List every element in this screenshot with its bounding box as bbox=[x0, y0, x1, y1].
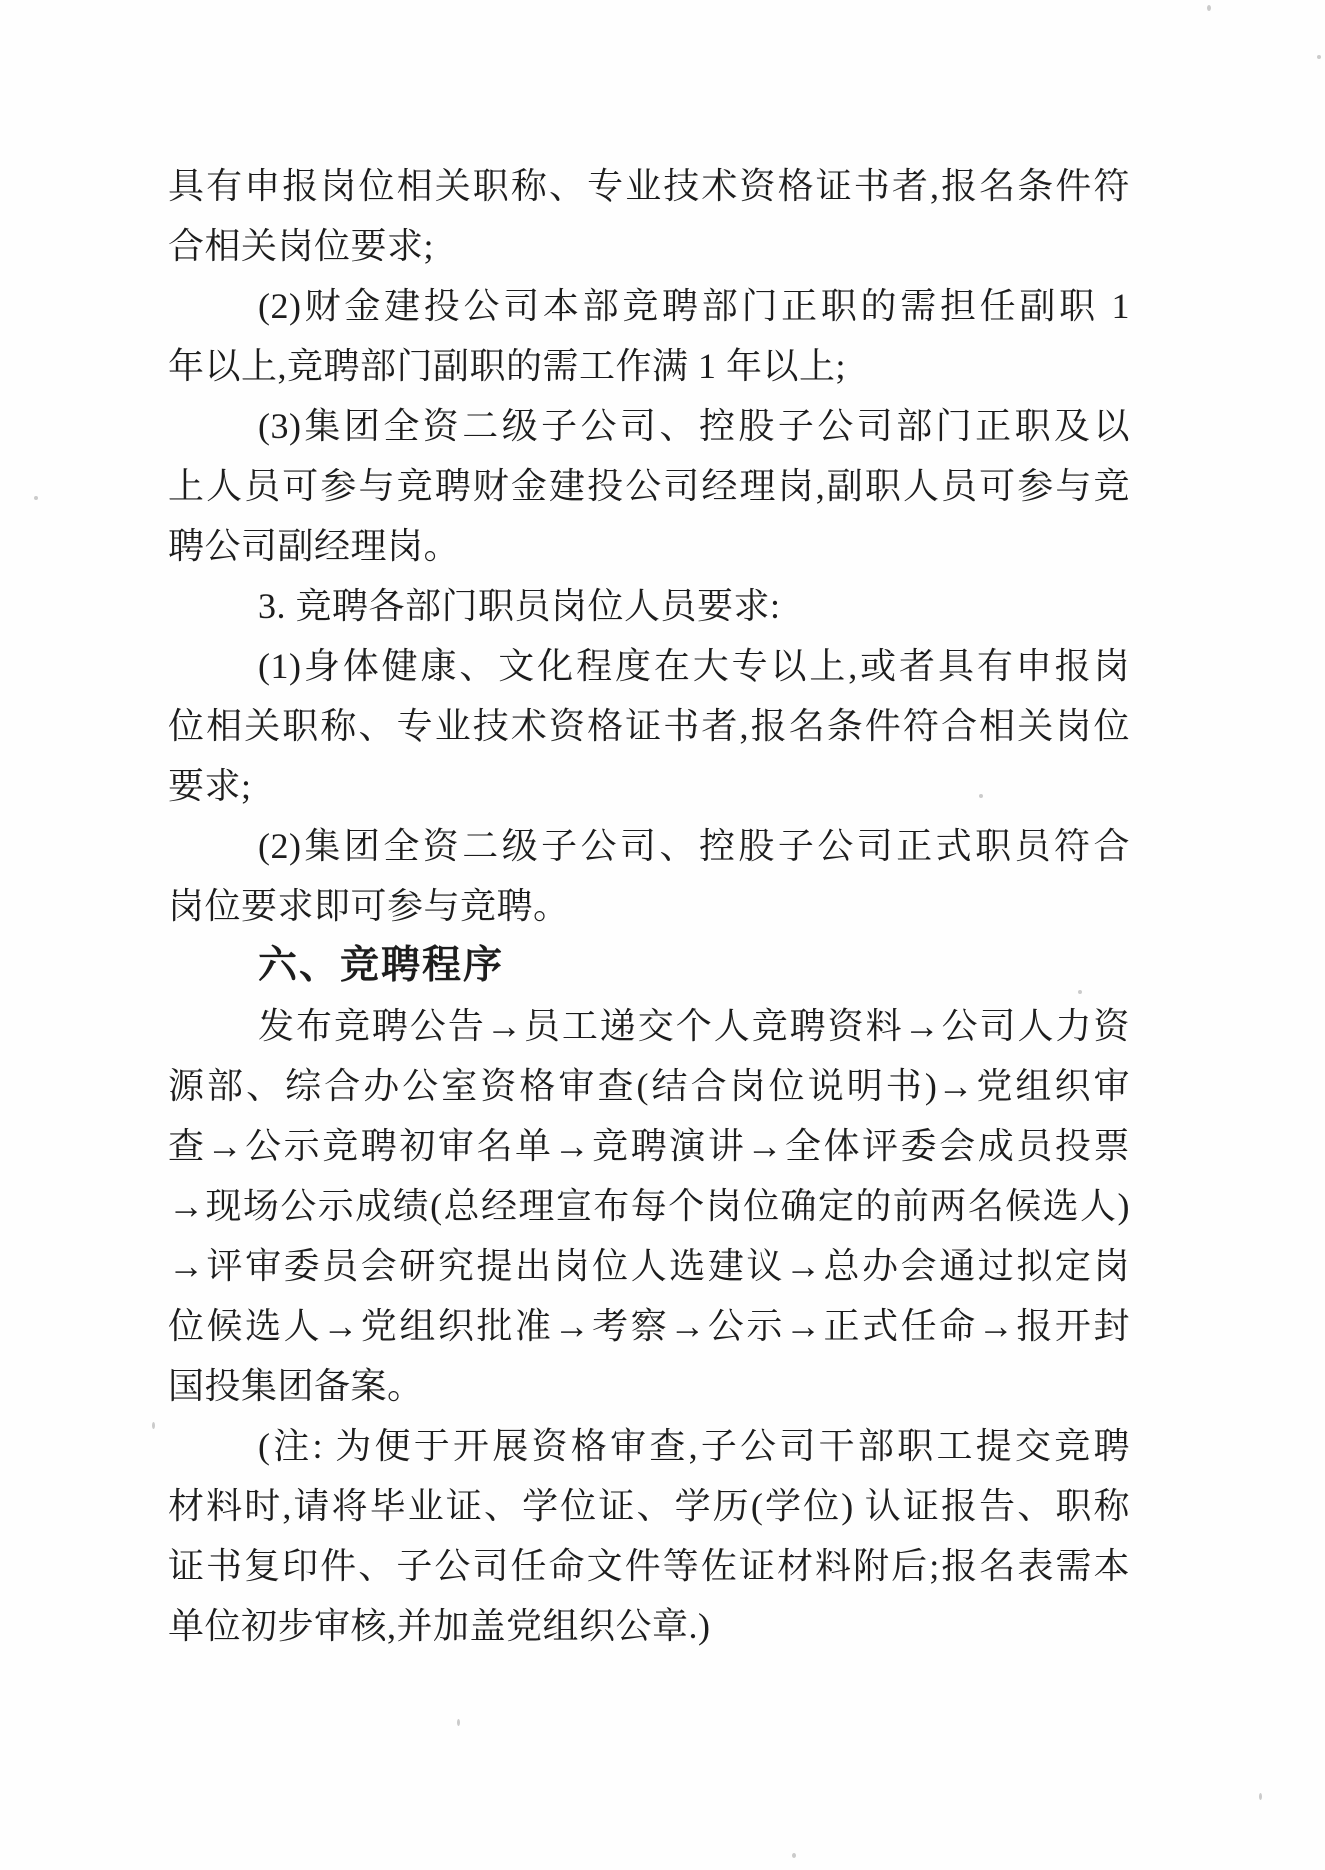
text-line: (1)身体健康、文化程度在大专以上,或者具有申报岗 bbox=[258, 646, 1130, 686]
text-line: →现场公示成绩(总经理宣布每个岗位确定的前两名候选人) bbox=[168, 1186, 1130, 1226]
text-line: (2)集团全资二级子公司、控股子公司正式职员符合 bbox=[258, 826, 1130, 866]
text-line: 聘公司副经理岗。 bbox=[168, 526, 461, 566]
text-line: 具有申报岗位相关职称、专业技术资格证书者,报名条件符 bbox=[168, 166, 1130, 206]
text-line: 源部、综合办公室资格审查(结合岗位说明书)→党组织审 bbox=[168, 1066, 1130, 1106]
text-line: (注: 为便于开展资格审查,子公司干部职工提交竞聘 bbox=[258, 1426, 1130, 1466]
scan-speck bbox=[1317, 55, 1321, 59]
scan-speck bbox=[1078, 990, 1082, 994]
text-line: 国投集团备案。 bbox=[168, 1366, 424, 1406]
text-line: 发布竞聘公告→员工递交个人竞聘资料→公司人力资 bbox=[258, 1006, 1130, 1046]
text-line: (3)集团全资二级子公司、控股子公司部门正职及以 bbox=[258, 406, 1130, 446]
text-line: 上人员可参与竞聘财金建投公司经理岗,副职人员可参与竞 bbox=[168, 466, 1130, 506]
text-line: 岗位要求即可参与竞聘。 bbox=[168, 886, 570, 926]
text-line: 合相关岗位要求; bbox=[168, 226, 435, 266]
scan-speck bbox=[34, 496, 38, 500]
scan-speck bbox=[457, 1719, 460, 1726]
text-line: 位相关职称、专业技术资格证书者,报名条件符合相关岗位 bbox=[168, 706, 1130, 746]
scan-speck bbox=[792, 1853, 796, 1858]
text-line: 年以上,竞聘部门副职的需工作满 1 年以上; bbox=[168, 346, 847, 386]
document-body bbox=[168, 156, 1130, 1656]
text-line: 查→公示竞聘初审名单→竞聘演讲→全体评委会成员投票 bbox=[168, 1126, 1130, 1166]
text-line: 3. 竞聘各部门职员岗位人员要求: bbox=[258, 586, 781, 626]
section-heading: 六、竞聘程序 bbox=[258, 944, 505, 987]
text-line: 材料时,请将毕业证、学位证、学历(学位) 认证报告、职称 bbox=[168, 1486, 1130, 1526]
text-line: →评审委员会研究提出岗位人选建议→总办会通过拟定岗 bbox=[168, 1246, 1130, 1286]
scan-speck bbox=[1259, 1793, 1262, 1800]
text-line: 单位初步审核,并加盖党组织公章.) bbox=[168, 1606, 711, 1646]
text-line: (2)财金建投公司本部竞聘部门正职的需担任副职 1 bbox=[258, 286, 1130, 326]
text-line: 要求; bbox=[168, 766, 252, 806]
scan-speck bbox=[152, 1422, 155, 1429]
scan-speck bbox=[1207, 5, 1211, 11]
scan-speck bbox=[979, 794, 983, 798]
text-line: 位候选人→党组织批准→考察→公示→正式任命→报开封 bbox=[168, 1306, 1130, 1346]
text-line: 证书复印件、子公司任命文件等佐证材料附后;报名表需本 bbox=[168, 1546, 1130, 1586]
